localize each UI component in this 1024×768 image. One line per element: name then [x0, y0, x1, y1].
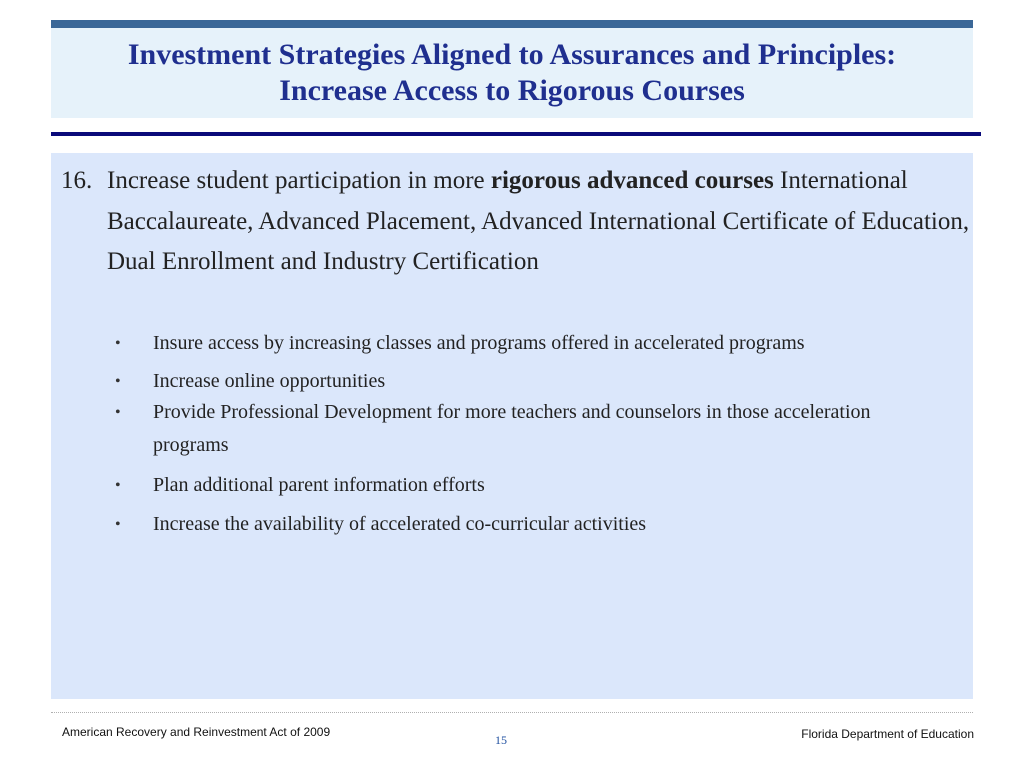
main-list-item — [61, 161, 1007, 283]
slide-title-line-2: Increase Access to Rigorous Courses — [279, 74, 745, 107]
bullet-item — [113, 327, 943, 360]
sub-bullet-list — [113, 327, 943, 541]
bullet-text: Increase the availability of accelerated co-curricular activities — [153, 513, 647, 535]
footer-organization: Florida Department of Education — [801, 727, 974, 741]
bullet-text: Increase online opportunities — [153, 370, 386, 392]
item-text-intro: Increase student participation in more — [107, 167, 491, 194]
bullet-icon: • — [115, 477, 121, 494]
title-box — [51, 28, 973, 118]
bullet-icon: • — [115, 404, 121, 421]
bullet-icon: • — [115, 373, 121, 390]
item-text-programs: International Baccalaureate, Advanced Placement, Advanced International Certificate of Education, Dual Enrollment and Industry Certification — [107, 167, 970, 275]
bullet-icon: • — [115, 335, 121, 352]
bullet-item — [113, 396, 943, 462]
footer-divider — [51, 712, 973, 713]
bullet-text: Plan additional parent information efforts — [153, 474, 485, 496]
bullet-item — [113, 508, 943, 541]
content-box — [51, 153, 973, 699]
bullet-text: Insure access by increasing classes and programs offered in accelerated programs — [153, 332, 805, 354]
item-number: 16. — [61, 167, 93, 194]
top-accent-bar — [51, 20, 973, 28]
bullet-text: Provide Professional Development for more teachers and counselors in those acceleration programs — [153, 401, 871, 456]
page-number: 15 — [495, 733, 507, 747]
item-text-emphasis: rigorous advanced courses — [490, 167, 774, 194]
bullet-item — [113, 365, 943, 398]
slide-title-line-1: Investment Strategies Aligned to Assurances and Principles: — [127, 38, 897, 71]
bullet-item — [113, 469, 943, 502]
footer-act-name: American Recovery and Reinvestment Act of 2009 — [62, 725, 331, 739]
title-divider — [51, 132, 981, 136]
bullet-icon: • — [115, 516, 121, 533]
